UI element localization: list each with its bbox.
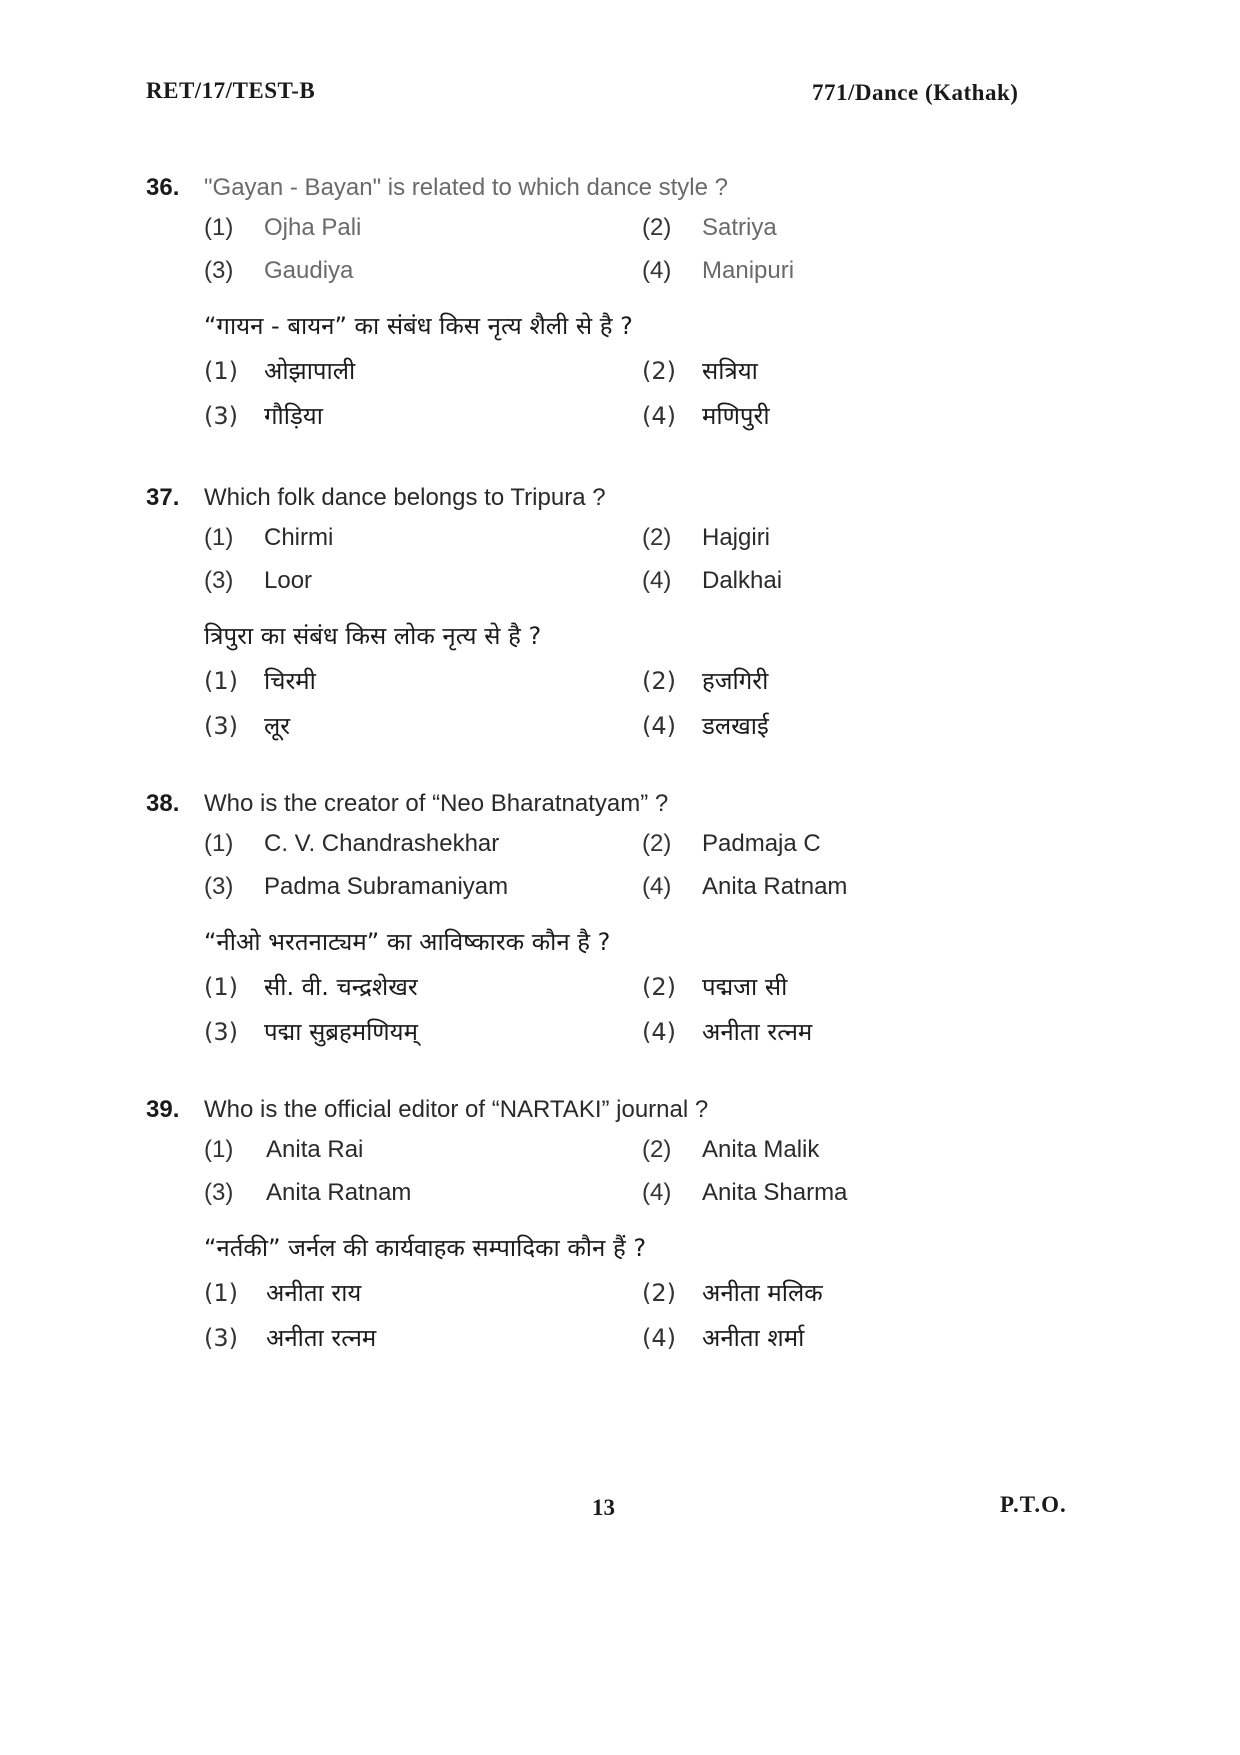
option-3-english: Gaudiya	[264, 257, 354, 284]
option-4-english: Manipuri	[702, 257, 795, 284]
option-label: (3)	[204, 1179, 234, 1206]
option-4-english: Anita Ratnam	[702, 873, 848, 900]
option-2-hindi: हजगिरी	[702, 667, 769, 695]
option-label: (4)	[642, 257, 672, 284]
option-2-hindi: सत्रिया	[702, 357, 758, 385]
option-label: (3)	[204, 1018, 238, 1046]
option-1-hindi: ओझापाली	[264, 357, 356, 385]
question-text-hindi: “गायन - बायन” का संबंध किस नृत्य शैली से है ?	[204, 312, 633, 340]
option-label: (4)	[642, 1018, 676, 1046]
option-label: (2)	[642, 973, 676, 1001]
option-3-english: Loor	[264, 567, 313, 594]
option-label: (4)	[642, 567, 672, 594]
question-text-english: Which folk dance belongs to Tripura ?	[204, 484, 606, 511]
option-1-hindi: सी. वी. चन्द्रशेखर	[264, 973, 418, 1001]
option-label: (2)	[642, 524, 672, 551]
option-label: (2)	[642, 830, 672, 857]
option-1-hindi: अनीता राय	[266, 1279, 362, 1307]
option-label: (1)	[204, 667, 238, 695]
option-4-english: Dalkhai	[702, 567, 783, 594]
question-number: 38.	[146, 790, 180, 817]
option-label: (4)	[642, 873, 672, 900]
option-label: (4)	[642, 1179, 672, 1206]
option-label: (3)	[204, 257, 234, 284]
option-3-hindi: पद्मा सुब्रहमणियम्	[264, 1018, 418, 1046]
option-2-english: Padmaja C	[702, 830, 821, 857]
question-39	[146, 1092, 1106, 1361]
option-4-hindi: डलखाई	[702, 712, 769, 740]
option-label: (1)	[204, 973, 238, 1001]
question-text-english: "Gayan - Bayan" is related to which dance style ?	[204, 174, 728, 201]
question-38	[146, 786, 1106, 1055]
option-label: (2)	[642, 1279, 676, 1307]
option-label: (2)	[642, 357, 676, 385]
option-1-hindi: चिरमी	[264, 667, 316, 695]
question-number: 36.	[146, 174, 180, 201]
option-4-hindi: मणिपुरी	[702, 402, 770, 430]
option-3-hindi: अनीता रत्नम	[266, 1324, 377, 1352]
option-label: (3)	[204, 402, 238, 430]
page-header-left: RET/17/TEST-B	[146, 78, 316, 103]
question-number: 37.	[146, 484, 180, 511]
option-3-english: Padma Subramaniyam	[264, 873, 509, 900]
option-3-hindi: लूर	[264, 712, 291, 740]
option-3-hindi: गौड़िया	[264, 402, 323, 430]
option-2-english: Satriya	[702, 214, 777, 241]
option-1-english: Anita Rai	[266, 1136, 364, 1163]
option-label: (3)	[204, 712, 238, 740]
option-4-hindi: अनीता रत्नम	[702, 1018, 813, 1046]
question-text-hindi: “नर्तकी” जर्नल की कार्यवाहक सम्पादिका कौन हैं ?	[204, 1234, 647, 1262]
question-text-english: Who is the official editor of “NARTAKI” journal ?	[204, 1096, 709, 1123]
option-label: (4)	[642, 402, 676, 430]
please-turn-over: P.T.O.	[1000, 1492, 1067, 1517]
option-label: (4)	[642, 1324, 676, 1352]
option-label: (1)	[204, 1136, 234, 1163]
option-label: (1)	[204, 830, 234, 857]
page-header-right: 771/Dance (Kathak)	[812, 80, 1019, 105]
option-label: (1)	[204, 524, 234, 551]
option-2-english: Hajgiri	[702, 524, 771, 551]
question-text-hindi: त्रिपुरा का संबंध किस लोक नृत्य से है ?	[204, 622, 542, 650]
option-4-hindi: अनीता शर्मा	[702, 1324, 805, 1352]
question-text-english: Who is the creator of “Neo Bharatnatyam” ?	[204, 790, 669, 817]
page-number: 13	[592, 1495, 615, 1520]
option-2-hindi: अनीता मलिक	[702, 1279, 823, 1307]
option-label: (2)	[642, 667, 676, 695]
option-2-english: Anita Malik	[702, 1136, 820, 1163]
question-36	[146, 170, 1106, 439]
option-label: (2)	[642, 1136, 672, 1163]
question-number: 39.	[146, 1096, 180, 1123]
option-4-english: Anita Sharma	[702, 1179, 848, 1206]
option-label: (1)	[204, 1279, 238, 1307]
option-label: (1)	[204, 214, 234, 241]
option-label: (3)	[204, 873, 234, 900]
option-label: (2)	[642, 214, 672, 241]
option-label: (1)	[204, 357, 238, 385]
option-1-english: Ojha Pali	[264, 214, 362, 241]
option-label: (3)	[204, 1324, 238, 1352]
option-1-english: Chirmi	[264, 524, 334, 551]
option-label: (3)	[204, 567, 234, 594]
option-3-english: Anita Ratnam	[266, 1179, 412, 1206]
option-label: (4)	[642, 712, 676, 740]
question-37	[146, 480, 1106, 749]
option-2-hindi: पद्मजा सी	[702, 973, 788, 1001]
question-text-hindi: “नीओ भरतनाट्यम” का आविष्कारक कौन है ?	[204, 928, 611, 956]
option-1-english: C. V. Chandrashekhar	[264, 830, 500, 857]
